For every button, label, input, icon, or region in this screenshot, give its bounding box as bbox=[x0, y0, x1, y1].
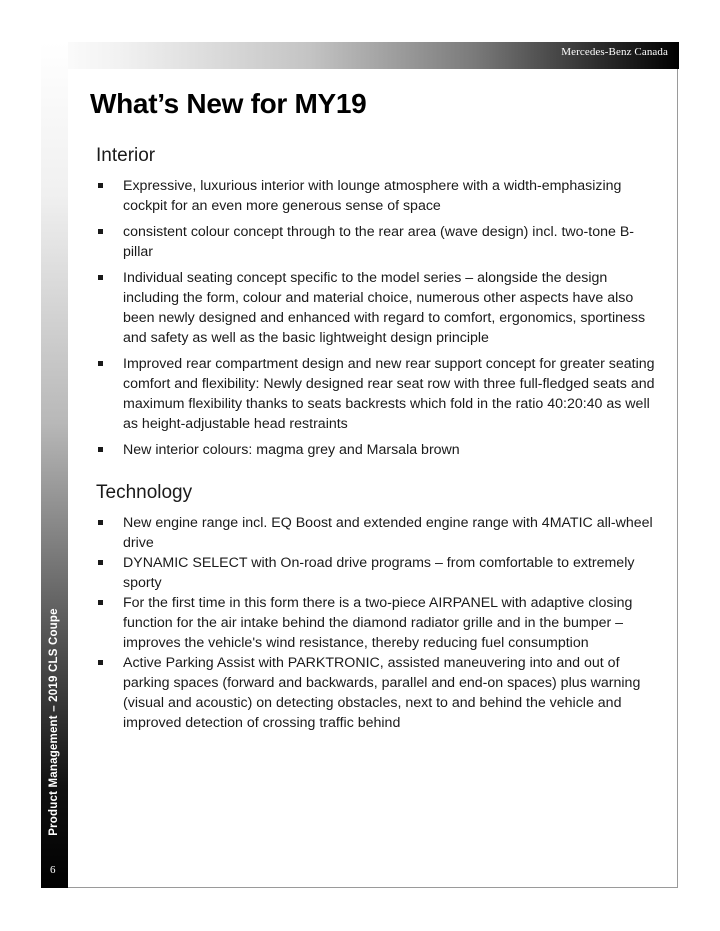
list-item bbox=[96, 553, 662, 593]
list-item-text: New engine range incl. EQ Boost and extended engine range with 4MATIC all-wheel drive bbox=[123, 515, 653, 551]
list-item bbox=[96, 268, 662, 348]
page-title: What’s New for MY19 bbox=[90, 88, 367, 119]
list-item-text: Expressive, luxurious interior with lounge atmosphere with a width-emphasizing cockpit for an even more generous sense of space bbox=[123, 178, 622, 214]
technology-list bbox=[96, 513, 662, 733]
interior-heading: Interior bbox=[96, 145, 156, 166]
brand-label: Mercedes-Benz Canada bbox=[561, 46, 668, 58]
bullet-square-icon bbox=[98, 275, 103, 280]
list-item-text: consistent colour concept through to the rear area (wave design) incl. two-tone B-pillar bbox=[123, 224, 635, 260]
bullet-square-icon bbox=[98, 229, 103, 234]
bullet-square-icon bbox=[98, 600, 103, 605]
list-item-text: DYNAMIC SELECT with On-road drive programs – from comfortable to extremely sporty bbox=[123, 555, 635, 591]
list-item-text: For the first time in this form there is a two-piece AIRPANEL with adaptive closing function for the air intake behind the diamond radiator grille and in the bumper – improves the vehicle's wind resistance, thereby reducing fuel consumption bbox=[123, 595, 633, 651]
list-item bbox=[96, 513, 662, 553]
interior-list bbox=[96, 176, 662, 466]
technology-heading: Technology bbox=[96, 482, 193, 503]
list-item bbox=[96, 593, 662, 653]
sidebar-label: Product Management – 2019 CLS Coupe bbox=[48, 608, 60, 836]
list-item bbox=[96, 653, 662, 733]
bullet-square-icon bbox=[98, 560, 103, 565]
list-item bbox=[96, 222, 662, 262]
list-item bbox=[96, 354, 662, 434]
list-item bbox=[96, 440, 662, 460]
page-number: 6 bbox=[50, 864, 56, 876]
bullet-square-icon bbox=[98, 183, 103, 188]
bullet-square-icon bbox=[98, 447, 103, 452]
list-item-text: Active Parking Assist with PARKTRONIC, assisted maneuvering into and out of parking spaces (forward and backwards, parallel and end-on spaces) plus warning (visual and acoustic) on detecting obstacles, next to and behind the vehicle and improved detection of crossing traffic behind bbox=[123, 655, 641, 731]
list-item-text: Improved rear compartment design and new rear support concept for greater seating comfort and flexibility: Newly designed rear seat row with three full-fledged seats and maximum flexibility thanks to seats backrests which fold in the ratio 40:20:40 as well as height-adjustable head restraints bbox=[123, 356, 655, 432]
list-item bbox=[96, 176, 662, 216]
list-item-text: New interior colours: magma grey and Marsala brown bbox=[123, 442, 460, 458]
bullet-square-icon bbox=[98, 361, 103, 366]
bullet-square-icon bbox=[98, 660, 103, 665]
list-item-text: Individual seating concept specific to the model series – alongside the design including the form, colour and material choice, numerous other aspects have also been newly designed and enhanced with regard to comfort, ergonomics, sportiness and safety as well as the basic lightweight design principle bbox=[123, 270, 646, 346]
bullet-square-icon bbox=[98, 520, 103, 525]
